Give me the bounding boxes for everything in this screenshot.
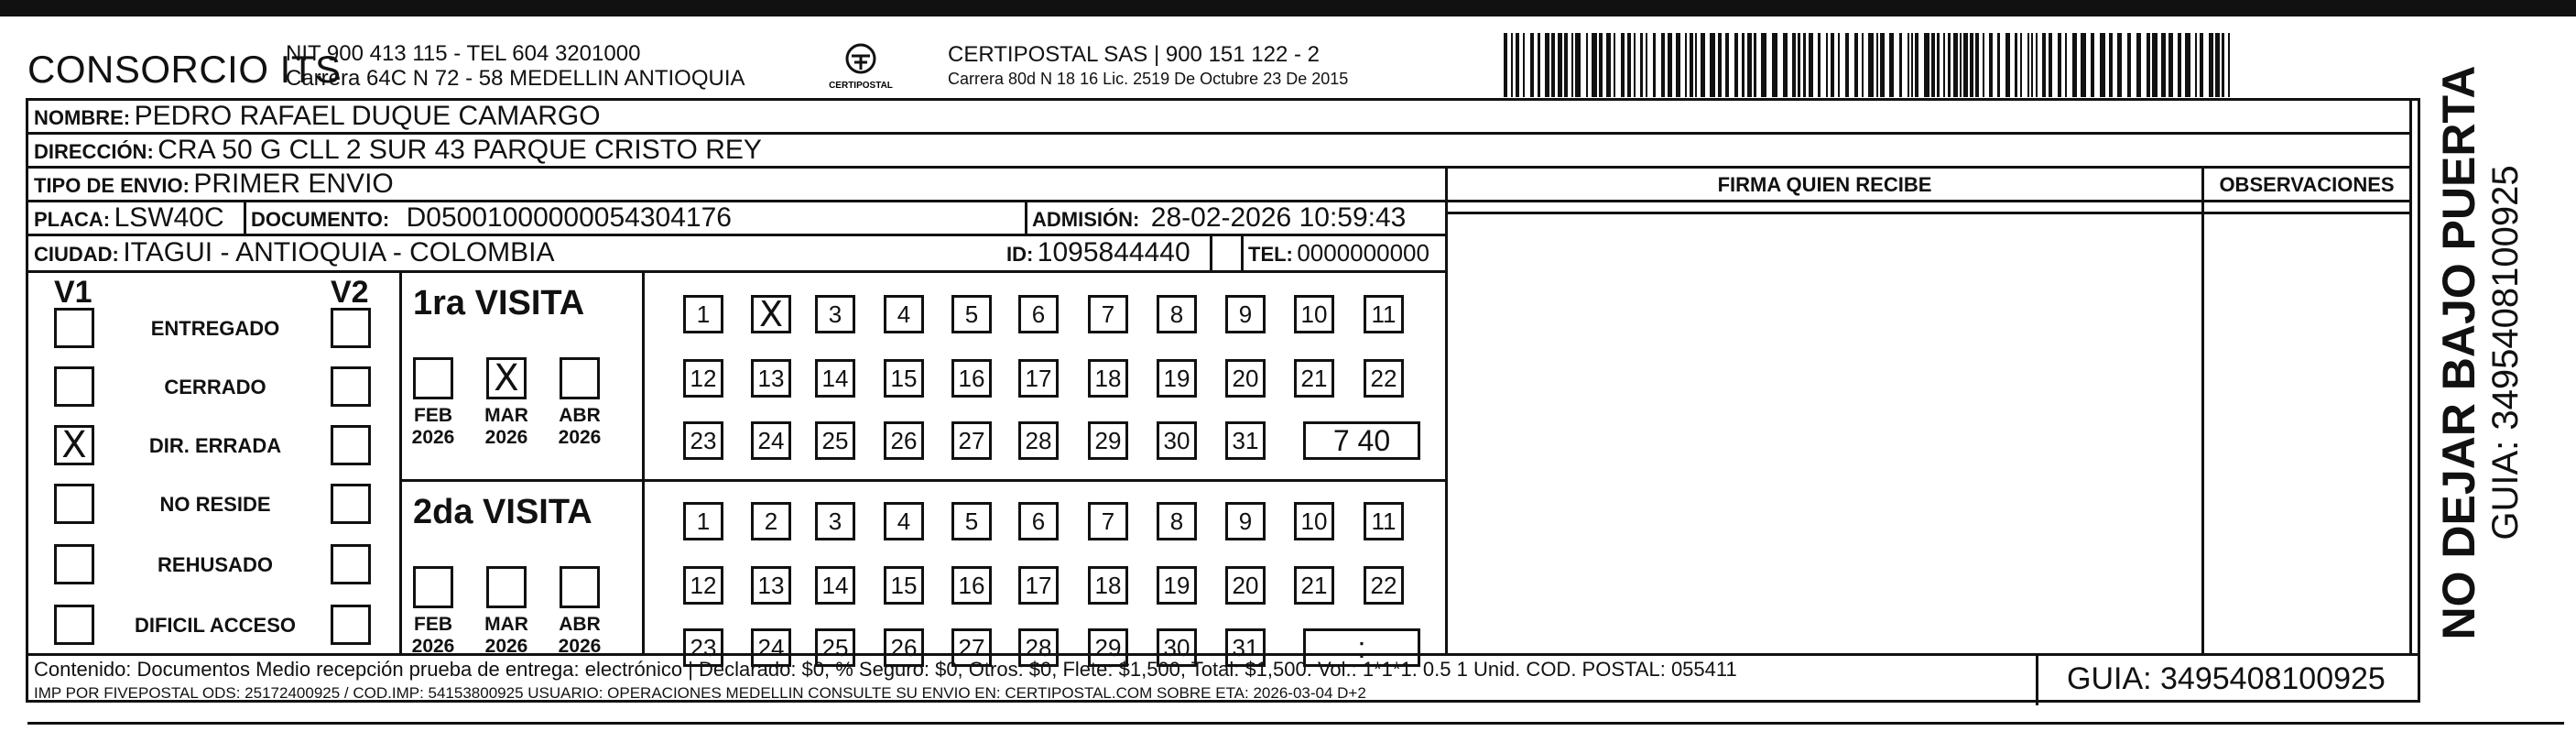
barcode-bar — [1876, 33, 1878, 97]
operator-info — [948, 41, 1348, 90]
status-label: DIR. ERRADA — [148, 434, 282, 457]
day-box[interactable]: 5 — [951, 502, 992, 540]
barcode-bar — [2049, 33, 2052, 97]
barcode-bar — [1668, 33, 1672, 97]
tel-field — [1248, 239, 1429, 267]
barcode-bar — [2127, 33, 2131, 97]
documento-value: D05001000000054304176 — [406, 202, 732, 233]
barcode-bar — [2005, 33, 2010, 97]
barcode-bar — [1975, 33, 1979, 97]
barcode-bar — [1798, 33, 1800, 97]
footer-guia: GUIA: 3495408100925 — [2067, 661, 2386, 696]
status-label: DIFICIL ACCESO — [134, 614, 296, 637]
tipo-envio-value: PRIMER ENVIO — [193, 169, 394, 199]
placa-value: LSW40C — [114, 202, 224, 233]
barcode-bar — [2185, 33, 2190, 97]
barcode-bar — [1710, 33, 1715, 97]
month-name: MAR — [484, 614, 528, 635]
day-box[interactable]: 27 — [951, 628, 992, 667]
v1-checkbox[interactable]: X — [54, 425, 94, 465]
day-box[interactable]: 1 — [683, 502, 723, 540]
ciudad-field — [34, 237, 555, 268]
shipping-form — [26, 98, 2420, 703]
barcode-bar — [1599, 33, 1603, 97]
day-box[interactable]: 9 — [1225, 295, 1266, 333]
v2-checkbox[interactable] — [331, 544, 371, 584]
barcode-bar — [1545, 33, 1549, 97]
month-year: 2026 — [411, 427, 455, 448]
v1-checkbox[interactable] — [54, 544, 94, 584]
barcode-bar — [1734, 33, 1738, 97]
day-box[interactable]: 14 — [815, 566, 855, 605]
day-box[interactable]: 29 — [1088, 421, 1128, 460]
side-guia: GUIA: 3495408100925 — [2485, 165, 2526, 540]
month-year: 2026 — [484, 636, 528, 657]
day-box[interactable]: 24 — [751, 628, 791, 667]
day-box[interactable]: 16 — [951, 359, 992, 398]
barcode-bar — [1911, 33, 1913, 97]
barcode-bar — [2200, 33, 2203, 97]
day-box[interactable]: 23 — [683, 421, 723, 460]
barcode-bar — [1564, 33, 1568, 97]
v2-checkbox[interactable] — [331, 308, 371, 348]
barcode — [1502, 33, 2234, 97]
barcode-bar — [2072, 33, 2077, 97]
documento-label: DOCUMENTO: — [251, 208, 390, 231]
status-label: REHUSADO — [158, 553, 273, 576]
barcode-bar — [2027, 33, 2029, 97]
barcode-bar — [1845, 33, 1849, 97]
barcode-bar — [1809, 33, 1813, 97]
day-box[interactable]: 21 — [1294, 566, 1334, 605]
barcode-bar — [2091, 33, 2094, 97]
visit-title: 1ra VISITA — [413, 284, 585, 322]
operator-name: CERTIPOSTAL SAS | 900 151 122 - 2 — [948, 42, 1320, 67]
barcode-bar — [1511, 33, 1513, 97]
day-box[interactable]: 19 — [1157, 359, 1197, 398]
day-box[interactable]: 20 — [1225, 566, 1266, 605]
barcode-bar — [1862, 33, 1864, 97]
barcode-bar — [1960, 33, 1962, 97]
day-box[interactable]: 8 — [1157, 295, 1197, 333]
company-name: CONSORCIO ITS — [27, 48, 342, 91]
barcode-bar — [1614, 33, 1615, 97]
side-label — [2433, 66, 2527, 640]
direccion-value: CRA 50 G CLL 2 SUR 43 PARQUE CRISTO REY — [158, 135, 762, 165]
day-box[interactable]: 28 — [1018, 628, 1059, 667]
day-box[interactable]: 31 — [1225, 628, 1266, 667]
logo-text: CERTIPOSTAL — [829, 81, 893, 91]
barcode-bar — [1997, 33, 2000, 97]
day-box[interactable]: 16 — [951, 566, 992, 605]
barcode-bar — [1826, 33, 1828, 97]
barcode-bar — [2152, 33, 2158, 97]
barcode-bar — [1690, 33, 1693, 97]
month-year: 2026 — [558, 427, 602, 448]
barcode-bar — [1695, 33, 1697, 97]
day-box[interactable]: 13 — [751, 566, 791, 605]
no-dejar-warning: NO DEJAR BAJO PUERTA — [2433, 65, 2484, 640]
barcode-bar — [2136, 33, 2141, 97]
nombre-row — [34, 101, 601, 132]
day-box[interactable]: 15 — [884, 566, 924, 605]
barcode-bar — [2036, 33, 2038, 97]
day-box[interactable]: 22 — [1364, 359, 1404, 398]
barcode-bar — [1899, 33, 1902, 97]
barcode-bar — [1661, 33, 1665, 97]
day-box[interactable]: 11 — [1364, 295, 1404, 333]
day-box[interactable]: 11 — [1364, 502, 1404, 540]
day-box[interactable]: 12 — [683, 359, 723, 398]
barcode-bar — [1924, 33, 1929, 97]
month-label — [474, 614, 538, 658]
barcode-bar — [1634, 33, 1636, 97]
barcode-bar — [1963, 33, 1968, 97]
barcode-bar — [1538, 33, 1540, 97]
barcode-bar — [2195, 33, 2197, 97]
day-box[interactable]: 18 — [1088, 566, 1128, 605]
company-info — [286, 41, 745, 91]
barcode-bar — [1742, 33, 1745, 97]
barcode-bar — [1725, 33, 1729, 97]
barcode-bar — [1504, 33, 1507, 97]
month-label — [401, 614, 465, 658]
barcode-bar — [1915, 33, 1918, 97]
barcode-bar — [1983, 33, 1984, 97]
day-box[interactable]: 25 — [815, 421, 855, 460]
day-box[interactable]: 7 — [1088, 295, 1128, 333]
time-box[interactable]: : — [1303, 628, 1420, 667]
barcode-bar — [1516, 33, 1519, 97]
day-box[interactable]: 25 — [815, 628, 855, 667]
barcode-bar — [1718, 33, 1722, 97]
barcode-bar — [2215, 33, 2220, 97]
v1-checkbox[interactable] — [54, 308, 94, 348]
barcode-bar — [1606, 33, 1611, 97]
time-box[interactable]: 7 40 — [1303, 421, 1420, 460]
day-box[interactable]: 1 — [683, 295, 723, 333]
direccion-row — [34, 135, 762, 166]
status-label: ENTREGADO — [150, 317, 280, 340]
day-box[interactable]: X — [751, 295, 791, 333]
barcode-bar — [1523, 33, 1525, 97]
tel-value: 0000000000 — [1297, 239, 1429, 267]
month-checkbox[interactable] — [560, 357, 600, 399]
barcode-bar — [1880, 33, 1885, 97]
day-box[interactable]: 12 — [683, 566, 723, 605]
barcode-bar — [1551, 33, 1555, 97]
barcode-bar — [1818, 33, 1821, 97]
barcode-bar — [1931, 33, 1935, 97]
month-checkbox[interactable] — [486, 566, 527, 608]
barcode-bar — [1838, 33, 1840, 97]
day-box[interactable]: 17 — [1018, 359, 1059, 398]
barcode-bar — [1831, 33, 1834, 97]
day-box[interactable]: 9 — [1225, 502, 1266, 540]
month-year: 2026 — [484, 427, 528, 448]
barcode-bar — [2168, 33, 2173, 97]
barcode-bar — [1640, 33, 1643, 97]
placa-field — [34, 202, 224, 234]
v2-checkbox[interactable] — [331, 605, 371, 645]
day-box[interactable]: 2 — [751, 502, 791, 540]
documento-field — [251, 202, 732, 234]
bottom-border — [27, 722, 2564, 725]
v2-checkbox[interactable] — [331, 484, 371, 524]
month-checkbox[interactable] — [413, 357, 453, 399]
day-box[interactable]: 27 — [951, 421, 992, 460]
v2-checkbox[interactable] — [331, 366, 371, 407]
barcode-bar — [1676, 33, 1680, 97]
barcode-bar — [1621, 33, 1625, 97]
barcode-bar — [1530, 33, 1534, 97]
admision-label: ADMISIÓN: — [1032, 208, 1140, 231]
day-box[interactable]: 3 — [815, 502, 855, 540]
barcode-bar — [2015, 33, 2017, 97]
barcode-bar — [2058, 33, 2061, 97]
certipostal-logo — [824, 40, 897, 97]
barcode-bar — [1575, 33, 1581, 97]
barcode-bar — [2161, 33, 2166, 97]
month-year: 2026 — [558, 636, 602, 657]
barcode-bar — [1754, 33, 1756, 97]
barcode-bar — [1586, 33, 1588, 97]
barcode-bar — [2081, 33, 2086, 97]
day-box[interactable]: 6 — [1018, 295, 1059, 333]
barcode-bar — [1761, 33, 1766, 97]
barcode-bar — [1937, 33, 1940, 97]
barcode-bar — [2042, 33, 2046, 97]
id-label: ID: — [1006, 243, 1034, 266]
month-name: FEB — [414, 405, 452, 426]
barcode-bar — [1571, 33, 1573, 97]
v1-checkbox[interactable] — [54, 605, 94, 645]
barcode-bar — [1646, 33, 1647, 97]
day-box[interactable]: 26 — [884, 421, 924, 460]
nombre-value: PEDRO RAFAEL DUQUE CAMARGO — [134, 101, 601, 131]
barcode-bar — [1953, 33, 1958, 97]
barcode-bar — [1948, 33, 1951, 97]
day-box[interactable]: 26 — [884, 628, 924, 667]
barcode-bar — [2020, 33, 2022, 97]
day-box[interactable]: 29 — [1088, 628, 1128, 667]
month-checkbox[interactable]: X — [486, 357, 527, 399]
impresion-text: IMP POR FIVEPOSTAL ODS: 25172400925 / COD.IMP: 54153800925 USUARIO: OPERACIONES MEDELLIN CONSULTE SU ENVIO EN: CERTIPOSTAL.COM SOBRE ETA: 2026-03-04 D+2 — [34, 684, 1366, 702]
barcode-bar — [2209, 33, 2213, 97]
barcode-bar — [1627, 33, 1631, 97]
day-box[interactable]: 4 — [884, 295, 924, 333]
day-box[interactable]: 17 — [1018, 566, 1059, 605]
day-box[interactable]: 3 — [815, 295, 855, 333]
day-box[interactable]: 4 — [884, 502, 924, 540]
barcode-bar — [1792, 33, 1796, 97]
day-box[interactable]: 10 — [1294, 502, 1334, 540]
barcode-bar — [1783, 33, 1788, 97]
barcode-bar — [2100, 33, 2105, 97]
month-label — [474, 405, 538, 449]
v1-label: V1 — [54, 275, 92, 310]
ciudad-value: ITAGUI - ANTIOQUIA - COLOMBIA — [123, 237, 555, 267]
firma-header: FIRMA QUIEN RECIBE — [1717, 173, 1932, 196]
observaciones-header: OBSERVACIONES — [2219, 173, 2395, 196]
day-box[interactable]: 5 — [951, 295, 992, 333]
day-box[interactable]: 6 — [1018, 502, 1059, 540]
day-box[interactable]: 22 — [1364, 566, 1404, 605]
v1-checkbox[interactable] — [54, 484, 94, 524]
month-label — [401, 405, 465, 449]
barcode-bar — [2147, 33, 2150, 97]
status-label: NO RESIDE — [159, 493, 271, 516]
status-label: CERRADO — [164, 376, 266, 398]
day-box[interactable]: 8 — [1157, 502, 1197, 540]
operator-address: Carrera 80d N 18 16 Lic. 2519 De Octubre 23 De 2015 — [948, 70, 1349, 88]
v1-checkbox[interactable] — [54, 366, 94, 407]
day-box[interactable]: 23 — [683, 628, 723, 667]
barcode-bar — [1653, 33, 1656, 97]
barcode-bar — [1908, 33, 1909, 97]
v2-label: V2 — [331, 275, 369, 310]
placa-label: PLACA: — [34, 208, 111, 231]
day-box[interactable]: 24 — [751, 421, 791, 460]
barcode-bar — [1747, 33, 1752, 97]
id-field — [1006, 237, 1190, 268]
visit-title: 2da VISITA — [413, 493, 592, 531]
barcode-bar — [2031, 33, 2033, 97]
barcode-bar — [1772, 33, 1777, 97]
barcode-bar — [1989, 33, 1993, 97]
barcode-bar — [2109, 33, 2113, 97]
contenido-text: Contenido: Documentos Medio recepción prueba de entrega: electrónico | Declarado: $0, % Seguro: $0, Otros: $0, Flete: $1,500, Total: $1,500. Vol.: 1*1*1. 0.5 1 Unid. COD. POSTAL: 055411 — [34, 658, 1737, 681]
id-value: 1095844440 — [1037, 237, 1190, 267]
certipostal-logo-icon — [824, 40, 897, 97]
barcode-graphic — [1502, 33, 2234, 97]
direccion-label: DIRECCIÓN: — [34, 140, 154, 163]
admision-value: 28-02-2026 10:59:43 — [1150, 202, 1407, 233]
month-name: ABR — [559, 405, 601, 426]
day-box[interactable]: 7 — [1088, 502, 1128, 540]
day-box[interactable]: 19 — [1157, 566, 1197, 605]
day-box[interactable]: 30 — [1157, 421, 1197, 460]
tipo-envio-label: TIPO DE ENVIO: — [34, 174, 190, 197]
month-checkbox[interactable] — [413, 566, 453, 608]
day-box[interactable]: 13 — [751, 359, 791, 398]
month-checkbox[interactable] — [560, 566, 600, 608]
nombre-label: NOMBRE: — [34, 106, 131, 129]
day-box[interactable]: 14 — [815, 359, 855, 398]
day-box[interactable]: 15 — [884, 359, 924, 398]
barcode-bar — [2117, 33, 2122, 97]
barcode-bar — [2222, 33, 2224, 97]
month-label — [548, 405, 612, 449]
barcode-bar — [1701, 33, 1705, 97]
day-box[interactable]: 21 — [1294, 359, 1334, 398]
barcode-bar — [1803, 33, 1806, 97]
barcode-bar — [1854, 33, 1858, 97]
company-address: Carrera 64C N 72 - 58 MEDELLIN ANTIOQUIA — [286, 66, 745, 91]
barcode-bar — [1558, 33, 1562, 97]
barcode-bar — [1868, 33, 1874, 97]
barcode-bar — [1592, 33, 1597, 97]
tipo-envio-row — [34, 169, 394, 200]
day-box[interactable]: 10 — [1294, 295, 1334, 333]
company-nit: NIT 900 413 115 - TEL 604 3201000 — [286, 41, 641, 66]
month-name: MAR — [484, 405, 528, 426]
barcode-bar — [1943, 33, 1945, 97]
barcode-bar — [1685, 33, 1687, 97]
month-label — [548, 614, 612, 658]
top-border — [0, 0, 2576, 16]
admision-field — [1032, 202, 1406, 234]
barcode-bar — [2178, 33, 2181, 97]
day-box[interactable]: 28 — [1018, 421, 1059, 460]
barcode-bar — [1970, 33, 1973, 97]
month-name: ABR — [559, 614, 601, 635]
barcode-bar — [2065, 33, 2067, 97]
month-year: 2026 — [411, 636, 455, 657]
day-box[interactable]: 20 — [1225, 359, 1266, 398]
v2-checkbox[interactable] — [331, 425, 371, 465]
day-box[interactable]: 31 — [1225, 421, 1266, 460]
month-name: FEB — [414, 614, 452, 635]
ciudad-label: CIUDAD: — [34, 243, 119, 266]
barcode-bar — [2228, 33, 2230, 97]
barcode-bar — [1889, 33, 1894, 97]
day-box[interactable]: 18 — [1088, 359, 1128, 398]
day-box[interactable]: 30 — [1157, 628, 1197, 667]
tel-label: TEL: — [1248, 243, 1293, 266]
